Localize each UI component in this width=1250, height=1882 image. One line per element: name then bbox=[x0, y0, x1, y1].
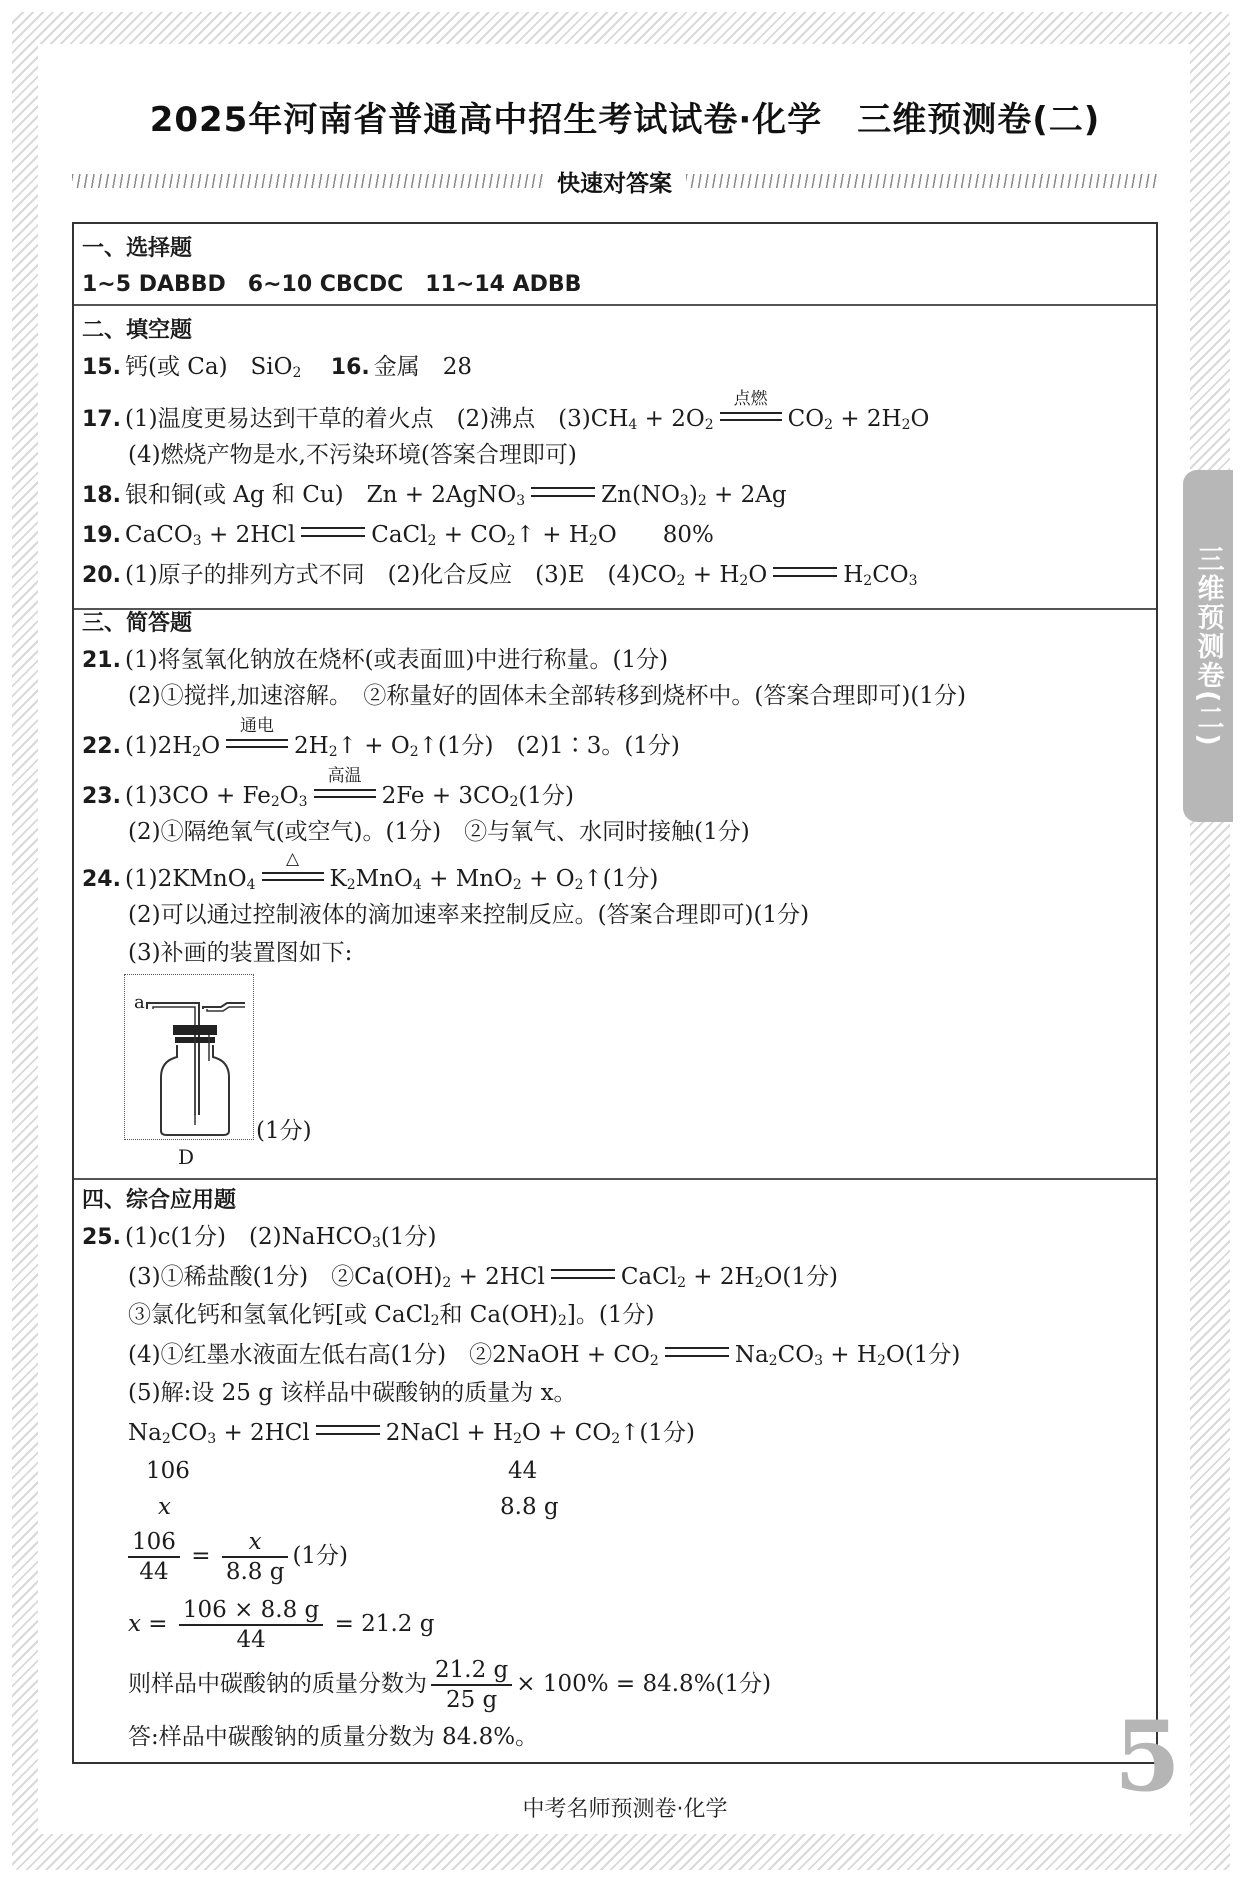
subscript: 2 bbox=[876, 1353, 886, 1369]
q25-number: 25. bbox=[82, 1225, 121, 1250]
subscript: 2 bbox=[512, 877, 522, 893]
q22-text: (1)2H bbox=[124, 733, 193, 759]
q21-line2: (2)①搅拌,加速溶解。 ②称量好的固体未全部转移到烧杯中。(答案合理即可)(1分) bbox=[128, 683, 966, 709]
condition-label: △ bbox=[285, 849, 300, 869]
q17-text: CO bbox=[787, 406, 825, 432]
q20-text: (1)原子的排列方式不同 (2)化合反应 (3)E (4)CO bbox=[124, 562, 677, 588]
q17-text: (1)温度更易达到干草的着火点 (2)沸点 (3)CH bbox=[124, 406, 629, 432]
denominator: 8.8 g bbox=[225, 1559, 285, 1585]
mass-co2: 8.8 g bbox=[500, 1494, 559, 1520]
calc-x: x = bbox=[128, 1611, 168, 1637]
q15-16 bbox=[82, 352, 472, 388]
subtitle: 快速对答案 bbox=[557, 170, 672, 197]
q17-line1 bbox=[82, 389, 930, 440]
condition-label: 通电 bbox=[240, 716, 275, 736]
figure-label-a: a bbox=[134, 992, 145, 1013]
fraction bbox=[128, 1528, 180, 1586]
q25-text: CO bbox=[777, 1342, 815, 1368]
q19-text: O 80% bbox=[597, 522, 714, 548]
hatch-right bbox=[686, 174, 1157, 188]
subscript: 2 bbox=[704, 417, 714, 433]
q24-text: MnO bbox=[355, 866, 413, 892]
equals-sign bbox=[301, 527, 365, 537]
subscript: 2 bbox=[677, 1275, 686, 1291]
reaction-condition bbox=[312, 766, 378, 801]
q25-line5: (5)解:设 25 g 该样品中碳酸钠的质量为 x。 bbox=[128, 1380, 577, 1406]
equals-sign bbox=[773, 567, 837, 577]
subscript: 2 bbox=[442, 1275, 452, 1291]
fraction bbox=[222, 1528, 289, 1586]
q25-text: O(1分) bbox=[763, 1264, 838, 1290]
q25-text: + 2H bbox=[686, 1264, 755, 1290]
figure-label-d: D bbox=[178, 1145, 195, 1169]
q24-line3: (3)补画的装置图如下: bbox=[128, 940, 353, 966]
q24-line1 bbox=[82, 849, 659, 900]
subscript: 2 bbox=[430, 1313, 440, 1329]
q25-equation bbox=[128, 1418, 695, 1454]
subscript: 3 bbox=[207, 1431, 217, 1447]
numerator: x bbox=[222, 1528, 289, 1558]
section-divider bbox=[74, 608, 1156, 610]
reaction-condition bbox=[718, 389, 784, 424]
q20-text: H bbox=[843, 562, 864, 588]
q20-number: 20. bbox=[82, 563, 121, 588]
q25-text: Na bbox=[128, 1420, 162, 1446]
subscript: 2 bbox=[739, 573, 749, 589]
q22-text: 2H bbox=[294, 733, 329, 759]
q25-text: + 2HCl bbox=[216, 1420, 310, 1446]
subtitle-row bbox=[72, 166, 1157, 196]
subscript: 2 bbox=[901, 417, 911, 433]
q25-text: (1)c(1分) (2)NaHCO bbox=[124, 1224, 372, 1250]
final-answer: 答:样品中碳酸钠的质量分数为 84.8%。 bbox=[128, 1724, 539, 1750]
q19-text: + 2HCl bbox=[201, 522, 296, 548]
q18-text: 银和铜(或 Ag 和 Cu) Zn + 2AgNO bbox=[124, 482, 517, 508]
subscript: 4 bbox=[412, 877, 422, 893]
q25-text: CaCl bbox=[620, 1264, 678, 1290]
q22-number: 22. bbox=[82, 734, 121, 759]
figure-score: (1分) bbox=[256, 1118, 312, 1144]
q19-text: CaCl bbox=[371, 522, 428, 548]
subscript: 2 bbox=[574, 877, 584, 893]
q21-number: 21. bbox=[82, 648, 121, 673]
subscript: 2 bbox=[824, 417, 834, 433]
q20 bbox=[82, 560, 918, 596]
q25-text: ③氯化钙和氢氧化钙[或 CaCl bbox=[128, 1302, 431, 1328]
condition-label: 高温 bbox=[327, 766, 362, 786]
section-divider bbox=[74, 304, 1156, 306]
q18 bbox=[82, 480, 787, 516]
hatch-left bbox=[72, 174, 543, 188]
q17-number: 17. bbox=[82, 407, 121, 432]
q25-text: CO bbox=[170, 1420, 208, 1446]
q15-text: 钙(或 Ca) SiO bbox=[124, 354, 293, 380]
subscript: 3 bbox=[908, 573, 918, 589]
q17-text: + 2H bbox=[833, 406, 902, 432]
denominator: 44 bbox=[139, 1559, 169, 1585]
reaction-condition bbox=[260, 849, 326, 884]
q25-text: ↑(1分) bbox=[620, 1420, 696, 1446]
condition-label: 点燃 bbox=[733, 389, 768, 409]
q24-text: + O bbox=[521, 866, 575, 892]
subscript: 2 bbox=[409, 744, 419, 760]
q21-text: (1)将氢氧化钠放在烧杯(或表面皿)中进行称量。(1分) bbox=[124, 647, 669, 673]
q23-number: 23. bbox=[82, 784, 121, 809]
subscript: 2 bbox=[863, 573, 873, 589]
subscript: 2 bbox=[509, 794, 519, 810]
q25-text: + 2HCl bbox=[451, 1264, 545, 1290]
calc-equation bbox=[128, 1596, 434, 1654]
q23-text: O bbox=[279, 783, 299, 809]
q18-text: Zn(NO bbox=[601, 482, 680, 508]
q22-text: O bbox=[201, 733, 221, 759]
q24-line2: (2)可以通过控制液体的滴加速率来控制反应。(答案合理即可)(1分) bbox=[128, 902, 810, 928]
subscript: 2 bbox=[697, 493, 707, 509]
subscript: 3 bbox=[516, 493, 526, 509]
q17-text: O bbox=[910, 406, 930, 432]
subscript: 2 bbox=[513, 1431, 523, 1447]
q21-line1 bbox=[82, 645, 668, 676]
subscript: 2 bbox=[649, 1353, 659, 1369]
q24-number: 24. bbox=[82, 867, 121, 892]
q22-text: ↑ + O bbox=[337, 733, 410, 759]
q18-text: ) bbox=[688, 482, 698, 508]
q20-text: O bbox=[748, 562, 768, 588]
subscript: 2 bbox=[557, 1313, 567, 1329]
q23-line1 bbox=[82, 766, 575, 817]
fraction bbox=[431, 1656, 512, 1714]
denominator: 25 g bbox=[445, 1687, 498, 1713]
subscript: 2 bbox=[427, 533, 437, 549]
subscript: 3 bbox=[298, 794, 308, 810]
equals-sign bbox=[316, 1425, 380, 1435]
subscript: 2 bbox=[192, 744, 202, 760]
denominator: 44 bbox=[236, 1627, 266, 1653]
subscript: 2 bbox=[768, 1353, 778, 1369]
q25-text: (1分) bbox=[380, 1224, 437, 1250]
fraction bbox=[179, 1596, 323, 1654]
section-2-heading: 二、填空题 bbox=[82, 318, 193, 343]
section-3-heading: 三、简答题 bbox=[82, 611, 193, 636]
q22-text: ↑(1分) (2)1∶3。(1分) bbox=[418, 733, 680, 759]
section-divider bbox=[74, 1178, 1156, 1180]
subscript: 2 bbox=[292, 365, 302, 381]
numerator: 21.2 g bbox=[431, 1656, 512, 1686]
subscript: 2 bbox=[328, 744, 338, 760]
q23-text: 2Fe + 3CO bbox=[381, 783, 510, 809]
q15-number: 15. bbox=[82, 355, 121, 380]
q25-text: + H bbox=[822, 1342, 877, 1368]
q19-number: 19. bbox=[82, 523, 121, 548]
q25-text: (4)①红墨水液面左低右高(1分) ②2NaOH + CO bbox=[128, 1342, 650, 1368]
calc-result: = 21.2 g bbox=[334, 1611, 435, 1637]
q25-line4 bbox=[128, 1340, 960, 1376]
subscript: 2 bbox=[161, 1431, 171, 1447]
subscript: 4 bbox=[628, 417, 638, 433]
subscript: 3 bbox=[371, 1235, 381, 1251]
q24-text: ↑(1分) bbox=[583, 866, 659, 892]
q25-text: (3)①稀盐酸(1分) ②Ca(OH) bbox=[128, 1264, 443, 1290]
subscript: 2 bbox=[346, 877, 356, 893]
q25-text: O + CO bbox=[522, 1420, 612, 1446]
q25-text: Na bbox=[734, 1342, 769, 1368]
equals-sign bbox=[665, 1347, 729, 1357]
score: (1分) bbox=[292, 1543, 349, 1569]
q18-number: 18. bbox=[82, 483, 121, 508]
footer: 中考名师预测卷·化学 bbox=[522, 1797, 728, 1822]
numerator: 106 bbox=[128, 1528, 180, 1558]
molar-mass-44: 44 bbox=[508, 1458, 538, 1484]
page-number: 5 bbox=[1114, 1700, 1181, 1813]
reaction-condition bbox=[224, 716, 290, 751]
subscript: 3 bbox=[814, 1353, 823, 1369]
q25-text: ]。(1分) bbox=[566, 1302, 655, 1328]
subscript: 2 bbox=[506, 533, 516, 549]
q19 bbox=[82, 520, 714, 556]
subscript: 3 bbox=[679, 493, 689, 509]
q25-line3 bbox=[128, 1300, 654, 1336]
choice-answers: 1~5 DABBD 6~10 CBCDC 11~14 ADBB bbox=[82, 272, 582, 297]
q20-text: + H bbox=[685, 562, 740, 588]
subscript: 2 bbox=[588, 533, 598, 549]
section-4-heading: 四、综合应用题 bbox=[82, 1188, 237, 1213]
subscript: 2 bbox=[611, 1431, 621, 1447]
molar-mass-106: 106 bbox=[146, 1458, 190, 1484]
subscript: 3 bbox=[192, 533, 202, 549]
numerator: 106 × 8.8 g bbox=[179, 1596, 323, 1626]
q19-text: CaCO bbox=[124, 522, 193, 548]
percent-text: 则样品中碳酸钠的质量分数为 bbox=[128, 1671, 427, 1697]
q25-line2 bbox=[128, 1262, 838, 1298]
q23-text: (1分) bbox=[518, 783, 575, 809]
q25-text: 和 Ca(OH) bbox=[439, 1302, 558, 1328]
q16-text: 金属 28 bbox=[373, 354, 473, 380]
equals-sign bbox=[551, 1269, 615, 1279]
percent-equation bbox=[128, 1656, 771, 1714]
side-tab bbox=[1183, 470, 1233, 822]
q24-text: K bbox=[329, 866, 347, 892]
q20-text: CO bbox=[872, 562, 909, 588]
side-tab-label: 三维预测卷(二) bbox=[1192, 544, 1224, 748]
q17-text: + 2O bbox=[637, 406, 705, 432]
subscript: 2 bbox=[270, 794, 280, 810]
q25-text: 2NaCl + H bbox=[385, 1420, 514, 1446]
q18-text: + 2Ag bbox=[706, 482, 787, 508]
q22 bbox=[82, 716, 680, 767]
q25-line1 bbox=[82, 1222, 436, 1258]
q25-text: O(1分) bbox=[885, 1342, 961, 1368]
equals-sign bbox=[531, 487, 595, 497]
section-1-heading: 一、选择题 bbox=[82, 236, 193, 261]
ratio-equation: $\frac{106}{44}$ = $\frac{x}{8.8 g}$ (1分) bbox=[124, 1528, 348, 1586]
q19-text: ↑ + H bbox=[515, 522, 589, 548]
percent-result: × 100% = 84.8%(1分) bbox=[516, 1671, 772, 1697]
subscript: 2 bbox=[754, 1275, 764, 1291]
q16-number: 16. bbox=[330, 355, 370, 380]
q17-line2: (4)燃烧产物是水,不污染环境(答案合理即可) bbox=[128, 442, 577, 468]
unknown-x: x bbox=[158, 1494, 171, 1520]
q23-text: (1)3CO + Fe bbox=[124, 783, 271, 809]
page-title: 2025年河南省普通高中招生考试试卷·化学 三维预测卷(二) bbox=[149, 100, 1101, 140]
subscript: 2 bbox=[676, 573, 686, 589]
subscript: 4 bbox=[246, 877, 256, 893]
q23-line2: (2)①隔绝氧气(或空气)。(1分) ②与氧气、水同时接触(1分) bbox=[128, 819, 750, 845]
q19-text: + CO bbox=[436, 522, 507, 548]
q24-text: + MnO bbox=[421, 866, 513, 892]
q24-text: (1)2KMnO bbox=[124, 866, 247, 892]
